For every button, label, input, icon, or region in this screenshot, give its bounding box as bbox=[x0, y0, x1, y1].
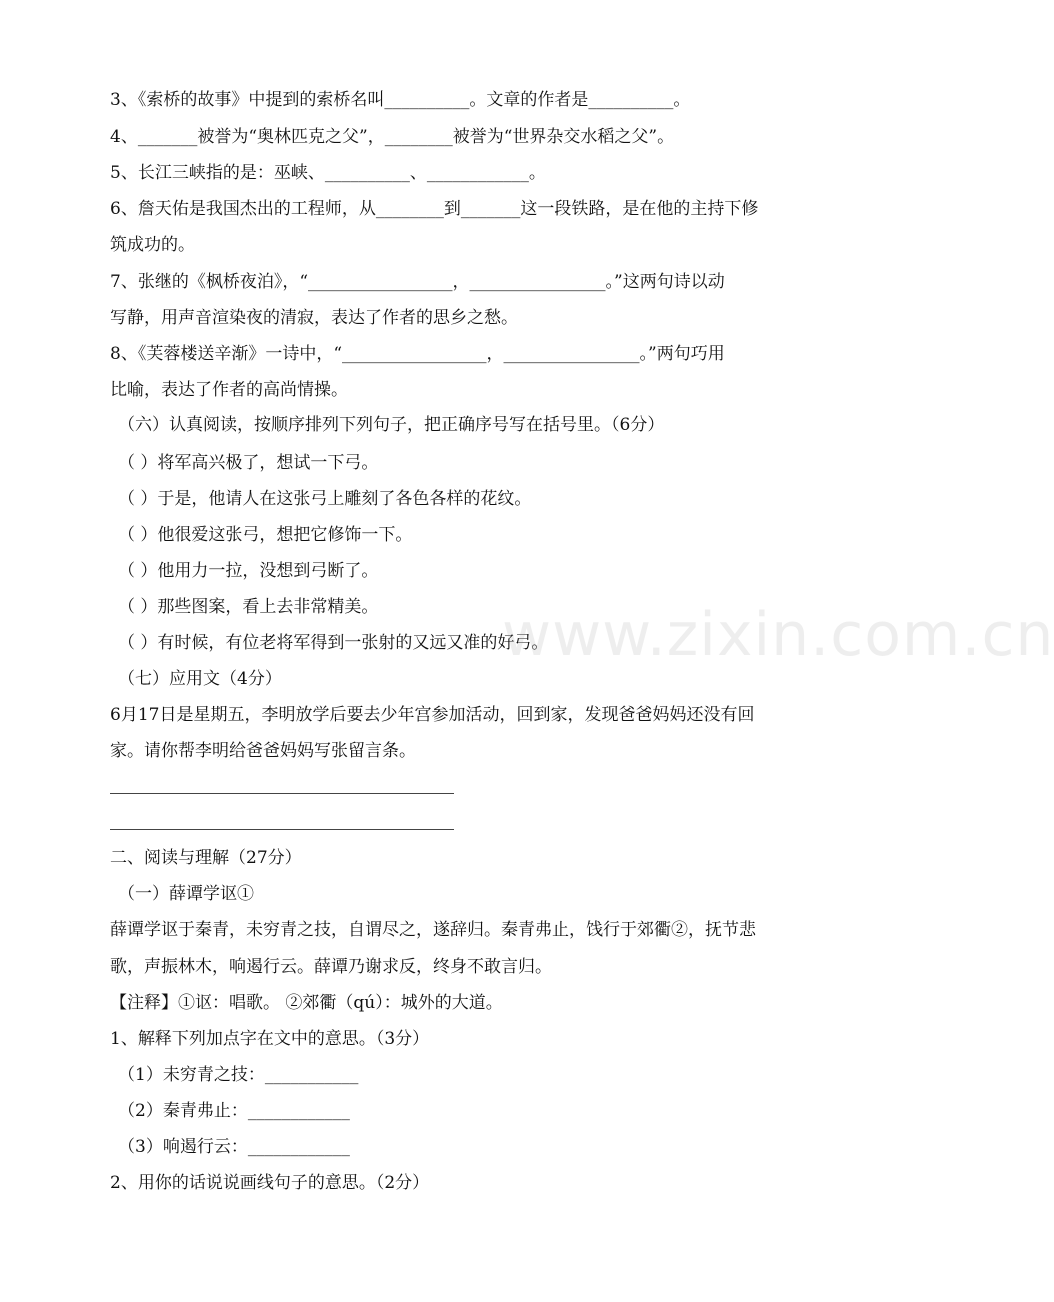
passage-question-1: 1、解释下列加点字在文中的意思。（3分） bbox=[110, 1029, 430, 1049]
question-5: 5、长江三峡指的是：巫峡、__________、____________。 bbox=[110, 163, 546, 183]
sub-question: （2）秦青弗止：____________ bbox=[118, 1101, 350, 1121]
sub-question: （1）未穷青之技：___________ bbox=[118, 1065, 359, 1085]
question-6: 6、詹天佑是我国杰出的工程师，从________到_______这一段铁路，是在他的主持下修 bbox=[110, 199, 759, 219]
passage-text: 薛谭学讴于秦青，未穷青之技，自谓尽之，遂辞归。秦青弗止，饯行于郊衢②，抚节悲 bbox=[110, 920, 756, 940]
question-3: 3、《索桥的故事》中提到的索桥名叫__________。文章的作者是__________。 bbox=[110, 90, 691, 110]
section-7-heading: （七）应用文（4分） bbox=[118, 669, 282, 689]
passage-text-cont: 歌，声振林木，响遏行云。薛谭乃谢求反，终身不敢言归。 bbox=[110, 957, 552, 977]
order-sentence: （ ）有时候，有位老将军得到一张射的又远又准的好弓。 bbox=[118, 633, 549, 653]
order-sentence: （ ）他很爱这张弓，想把它修饰一下。 bbox=[118, 525, 413, 545]
question-8: 8、《芙蓉楼送辛渐》一诗中，“_________________，________________。”两句巧用 bbox=[110, 344, 725, 364]
question-6-cont: 筑成功的。 bbox=[110, 235, 195, 255]
watermark: www.zixin.com.cn bbox=[502, 600, 1054, 670]
order-sentence: （ ）于是，他请人在这张弓上雕刻了各色各样的花纹。 bbox=[118, 489, 532, 509]
section-6-heading: （六）认真阅读，按顺序排列下列句子，把正确序号写在括号里。（6分） bbox=[118, 415, 665, 435]
order-sentence: （ ）那些图案，看上去非常精美。 bbox=[118, 597, 379, 617]
note-task-cont: 家。请你帮李明给爸爸妈妈写张留言条。 bbox=[110, 741, 416, 761]
order-sentence: （ ）将军高兴极了，想试一下弓。 bbox=[118, 453, 379, 473]
question-7-cont: 写静，用声音渲染夜的清寂，表达了作者的思乡之愁。 bbox=[110, 308, 518, 328]
part-2-heading: 二、阅读与理解（27分） bbox=[110, 848, 302, 868]
order-sentence: （ ）他用力一拉，没想到弓断了。 bbox=[118, 561, 379, 581]
sub-question: （3）响遏行云：____________ bbox=[118, 1137, 350, 1157]
answer-line bbox=[110, 829, 454, 830]
question-4: 4、_______被誉为“奥林匹克之父”，________被誉为“世界杂交水稻之父”。 bbox=[110, 127, 675, 147]
answer-line bbox=[110, 793, 454, 794]
passage-title: （一）薛谭学讴① bbox=[118, 884, 254, 904]
passage-question-2: 2、用你的话说说画线句子的意思。（2分） bbox=[110, 1173, 430, 1193]
note-task: 6月17日是星期五，李明放学后要去少年宫参加活动，回到家，发现爸爸妈妈还没有回 bbox=[110, 705, 755, 725]
question-8-cont: 比喻，表达了作者的高尚情操。 bbox=[110, 380, 348, 400]
annotation: 【注释】①讴：唱歌。 ②郊衢（qú）：城外的大道。 bbox=[110, 993, 503, 1013]
question-7: 7、张继的《枫桥夜泊》，“_________________，________________。”这两句诗以动 bbox=[110, 272, 725, 292]
